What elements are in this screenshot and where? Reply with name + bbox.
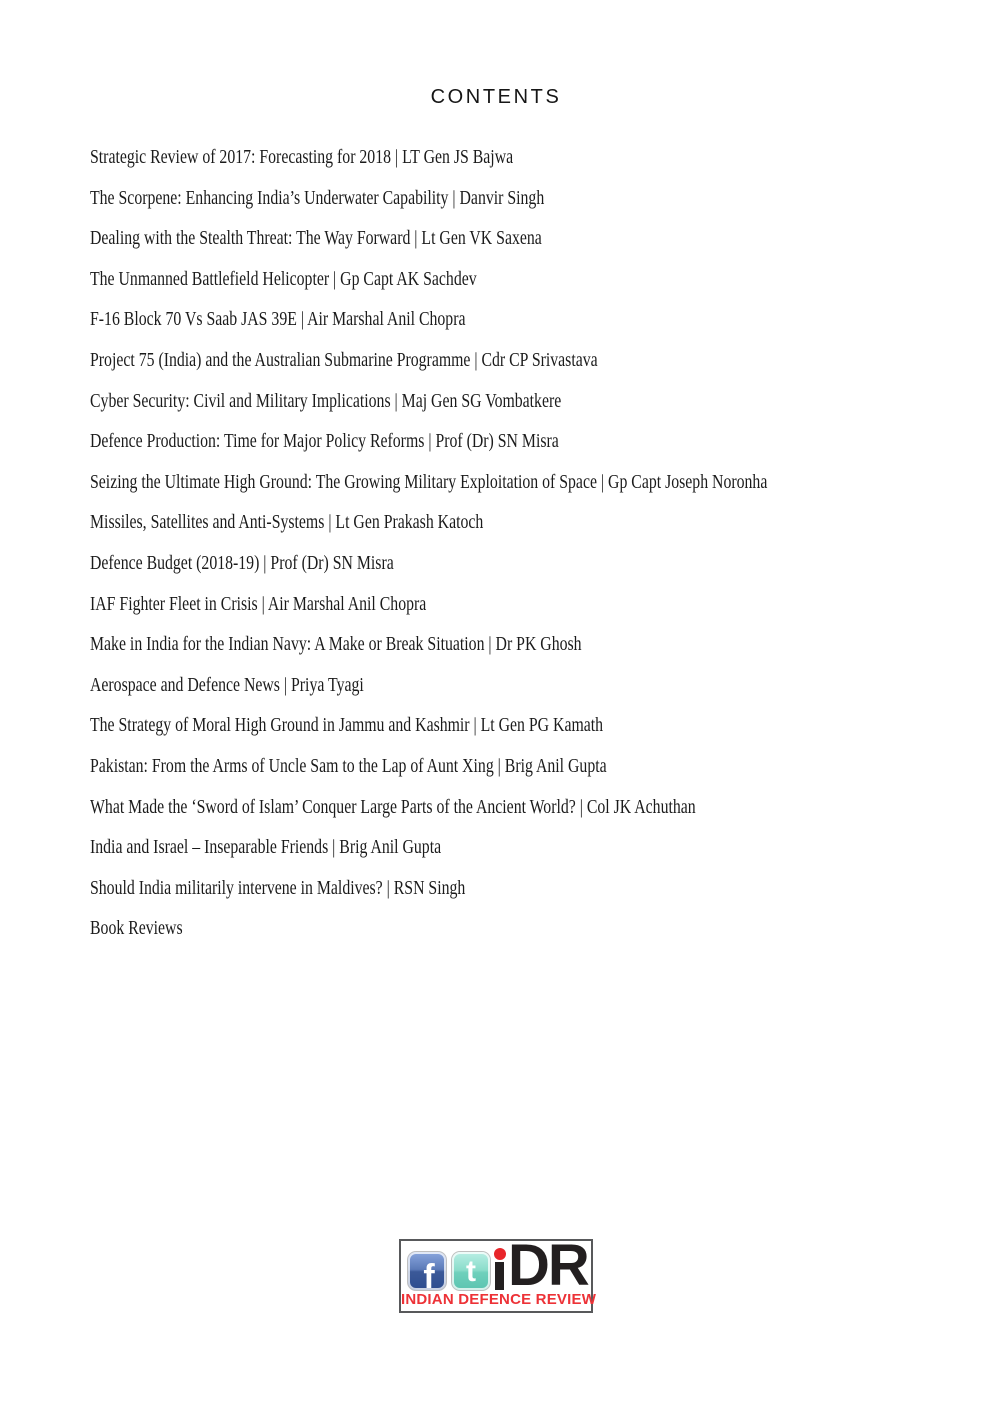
toc-item: Should India militarily intervene in Maldives? | RSN Singh [90, 876, 466, 899]
toc-item: Make in India for the Indian Navy: A Make or Break Situation | Dr PK Ghosh [90, 633, 582, 656]
toc-item: Dealing with the Stealth Threat: The Way Forward | Lt Gen VK Saxena [90, 227, 542, 250]
toc-item: Book Reviews [90, 917, 183, 940]
idr-tagline: INDIAN DEFENCE REVIEW [401, 1291, 597, 1308]
toc-item: Pakistan: From the Arms of Uncle Sam to the Lap of Aunt Xing | Brig Anil Gupta [90, 754, 607, 777]
toc-item: The Scorpene: Enhancing India’s Underwater Capability | Danvir Singh [90, 186, 545, 209]
toc-item: Defence Production: Time for Major Policy Reforms | Prof (Dr) SN Misra [90, 430, 559, 453]
toc-item: IAF Fighter Fleet in Crisis | Air Marshal Anil Chopra [90, 592, 427, 615]
toc-item: Strategic Review of 2017: Forecasting for 2018 | LT Gen JS Bajwa [90, 146, 514, 168]
idr-logo [399, 1233, 597, 1313]
toc-item: F-16 Block 70 Vs Saab JAS 39E | Air Marshal Anil Chopra [90, 308, 466, 331]
toc-list [90, 146, 950, 958]
toc-item: The Unmanned Battlefield Helicopter | Gp Capt AK Sachdev [90, 267, 477, 290]
page-title: CONTENTS [430, 86, 562, 108]
idr-logo-row [408, 1233, 591, 1298]
toc-item: Missiles, Satellites and Anti-Systems | Lt Gen Prakash Katoch [90, 511, 484, 534]
idr-letter-i-dot-icon [494, 1248, 506, 1260]
toc-item: Defence Budget (2018-19) | Prof (Dr) SN Misra [90, 551, 394, 574]
toc-item: India and Israel – Inseparable Friends | Brig Anil Gupta [90, 836, 442, 859]
twitter-glyph: t [466, 1255, 476, 1288]
toc-item: What Made the ‘Sword of Islam’ Conquer Large Parts of the Ancient World? | Col JK Achuthan [90, 795, 696, 818]
idr-letter-i-stem-icon [495, 1262, 504, 1290]
facebook-glyph: f [423, 1257, 435, 1290]
toc-item: The Strategy of Moral High Ground in Jammu and Kashmir | Lt Gen PG Kamath [90, 714, 604, 737]
toc-item: Aerospace and Defence News | Priya Tyagi [90, 673, 364, 696]
idr-wordmark-dr: DR [508, 1233, 588, 1298]
twitter-icon[interactable] [452, 1252, 490, 1290]
idr-wordmark [494, 1233, 588, 1298]
toc-item: Seizing the Ultimate High Ground: The Growing Military Exploitation of Space | Gp Capt Joseph Noronha [90, 470, 768, 493]
facebook-icon[interactable] [408, 1252, 446, 1290]
toc-item: Cyber Security: Civil and Military Implications | Maj Gen SG Vombatkere [90, 389, 562, 412]
toc-item: Project 75 (India) and the Australian Submarine Programme | Cdr CP Srivastava [90, 348, 598, 371]
